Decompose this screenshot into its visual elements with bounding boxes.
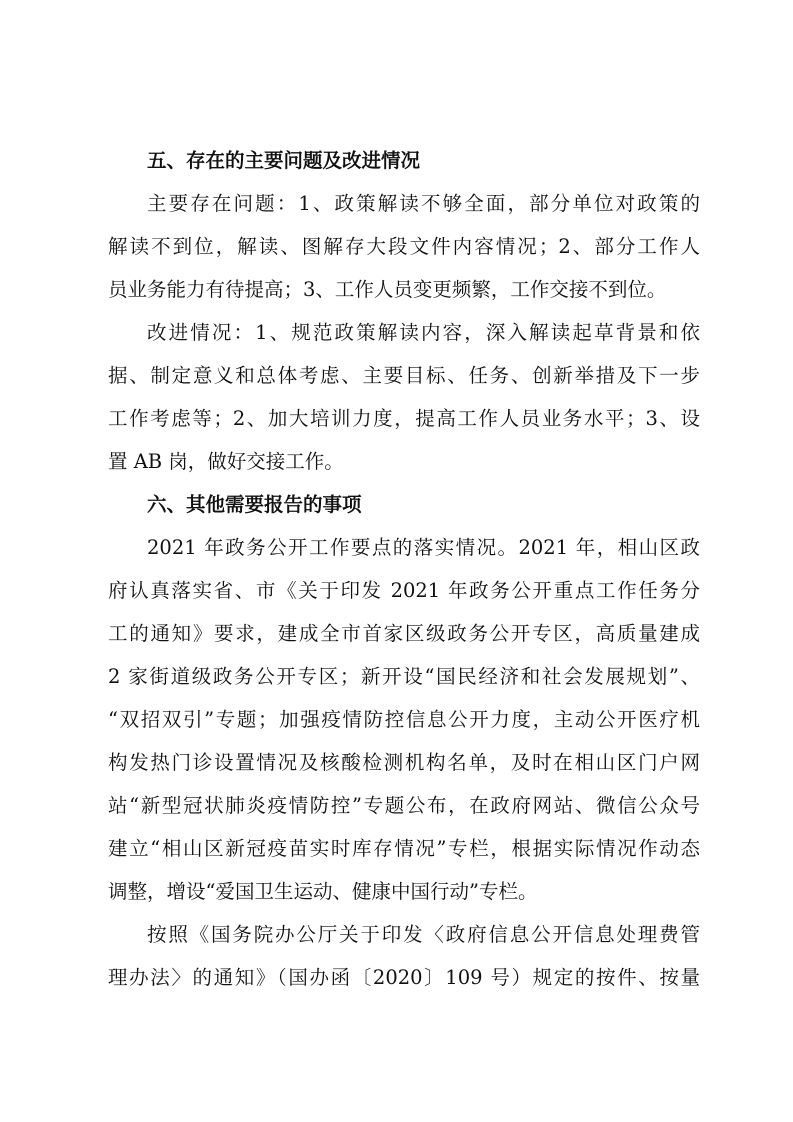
section-5-heading: 五、存在的主要问题及改进情况 [147,149,421,172]
paragraph-line: 理办法〉的通知》（国办函〔2020〕109 号）规定的按件、按量 [108,966,700,989]
paragraph-line: 2021 年政务公开工作要点的落实情况。2021 年，相山区政 [147,536,700,559]
paragraph-line: 建立“相山区新冠疫苗实时库存情况”专栏，根据实际情况作动态 [108,837,700,860]
document-body [108,139,700,999]
paragraph-line: 构发热门诊设置情况及核酸检测机构名单，及时在相山区门户网 [108,751,700,774]
fee-measures-paragraph [108,913,700,999]
paragraph-line: 2 家街道级政务公开专区；新开设“国民经济和社会发展规划”、 [108,665,700,688]
paragraph-line: 员业务能力有待提高；3、工作人员变更频繁，工作交接不到位。 [108,278,667,301]
paragraph-line: 按照《国务院办公厅关于印发〈政府信息公开信息处理费管 [147,923,700,946]
paragraph-line: 工作考虑等；2、加大培训力度，提高工作人员业务水平；3、设 [108,407,700,430]
paragraph-line: 主要存在问题：1、政策解读不够全面，部分单位对政策的 [147,192,700,215]
implementation-paragraph [108,526,700,913]
paragraph-line: “双招双引”专题；加强疫情防控信息公开力度，主动公开医疗机 [108,708,700,731]
paragraph-line: 解读不到位，解读、图解存大段文件内容情况；2、部分工作人 [108,235,700,258]
paragraph-line: 站“新型冠状肺炎疫情防控”专题公布，在政府网站、微信公众号 [108,794,700,817]
paragraph-line: 改进情况：1、规范政策解读内容，深入解读起草背景和依 [147,321,700,344]
section-6-heading: 六、其他需要报告的事项 [147,493,362,516]
paragraph-line: 据、制定意义和总体考虑、主要目标、任务、创新举措及下一步 [108,364,700,387]
paragraph-line: 调整，增设“爱国卫生运动、健康中国行动”专栏。 [108,880,538,903]
problems-paragraph [108,182,700,311]
paragraph-line: 府认真落实省、市《关于印发 2021 年政务公开重点工作任务分 [108,579,700,602]
improvements-paragraph [108,311,700,483]
paragraph-line: 置 AB 岗，做好交接工作。 [108,450,344,473]
paragraph-line: 工的通知》要求，建成全市首家区级政务公开专区，高质量建成 [108,622,700,645]
